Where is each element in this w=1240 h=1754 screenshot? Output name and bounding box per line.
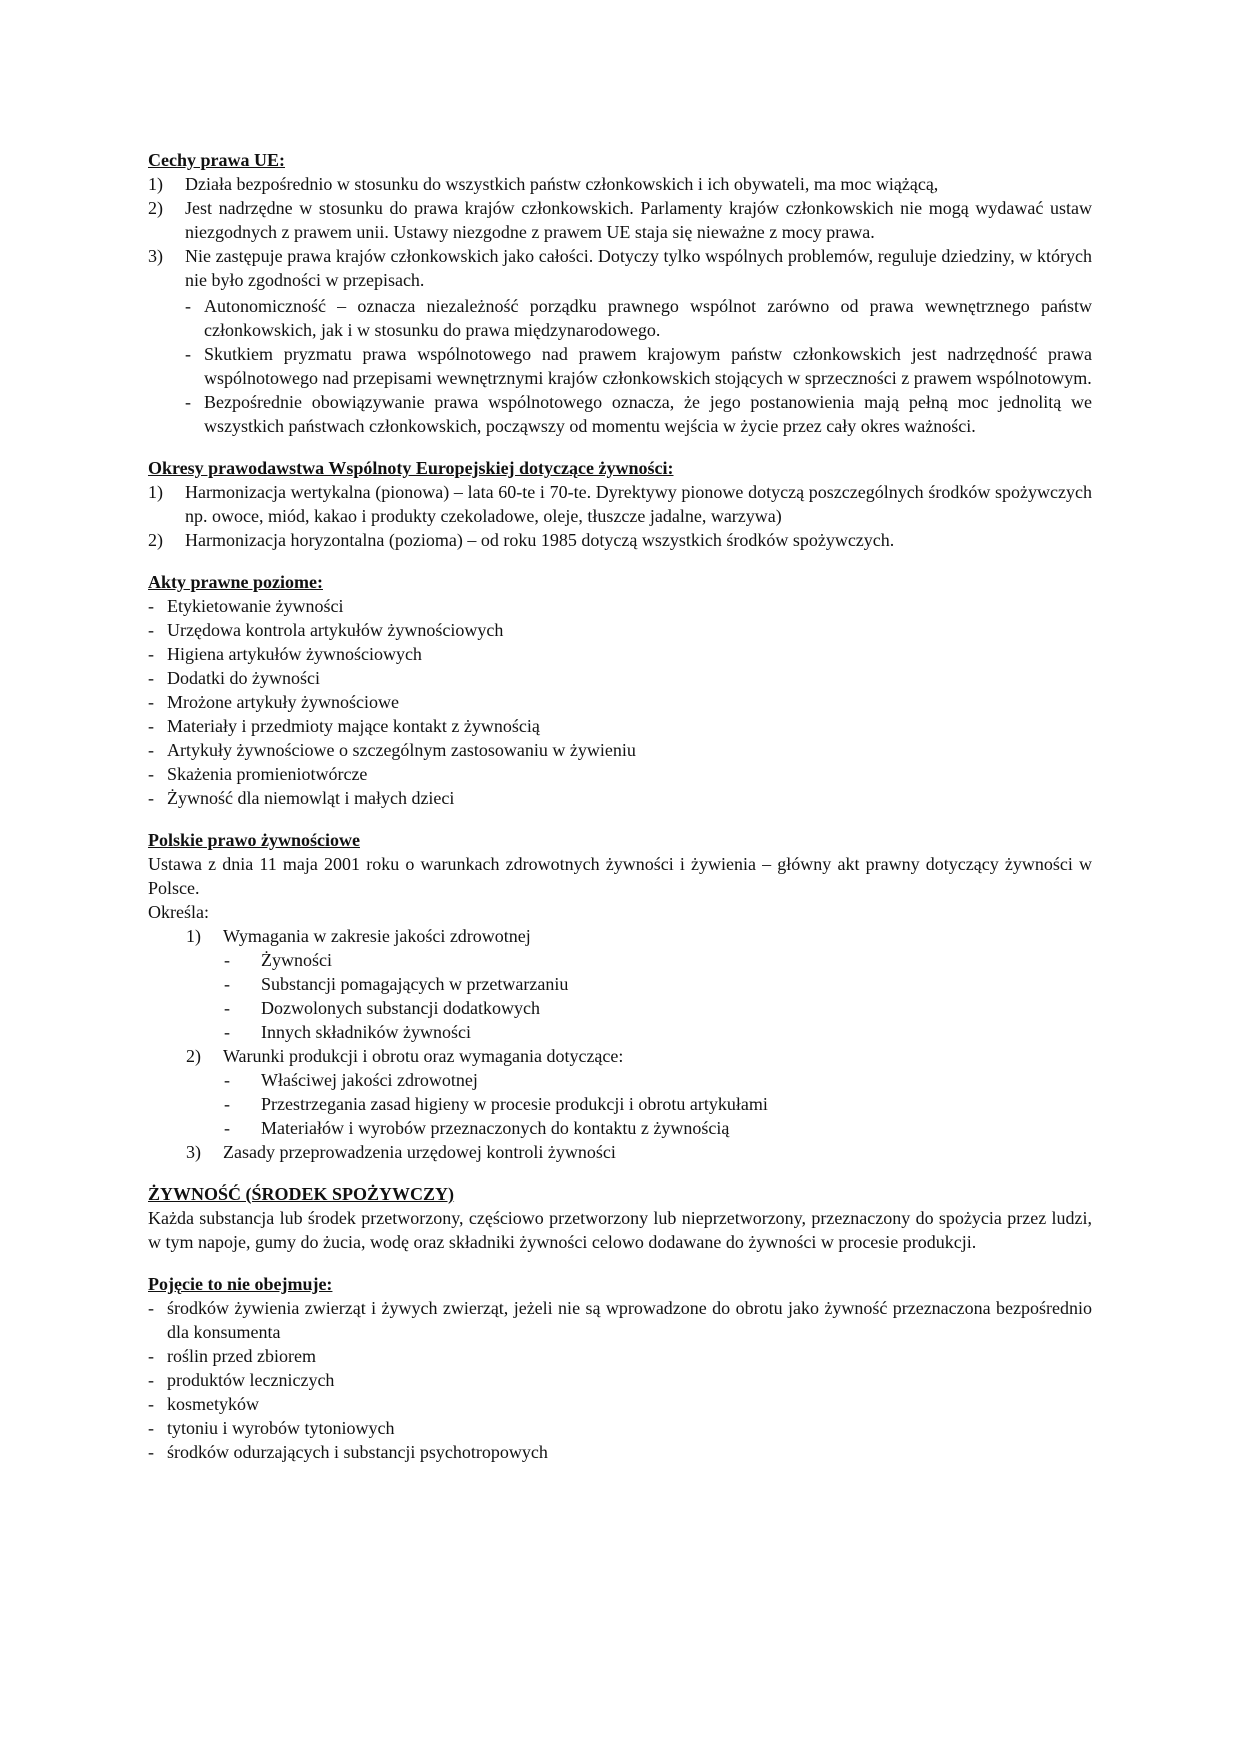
dash-list — [148, 1296, 1092, 1464]
intro-paragraph: Ustawa z dnia 11 maja 2001 roku o warunkach zdrowotnych żywności i żywienia – główny akt prawny dotyczący żywności w Polsce. — [148, 854, 1092, 898]
dash-list — [148, 1068, 1092, 1140]
defines-label: Określa: — [148, 902, 209, 922]
section-heading: Polskie prawo żywnościowe — [148, 830, 360, 850]
section-legislation-periods — [148, 456, 1092, 552]
list-item: - produktów leczniczych — [148, 1370, 335, 1390]
list-item: - Dodatki do żywności — [148, 668, 320, 688]
list-item: - Skażenia promieniotwórcze — [148, 764, 368, 784]
section-heading: ŻYWNOŚĆ (ŚRODEK SPOŻYWCZY) — [148, 1184, 455, 1204]
list-item: - Innych składników żywności — [224, 1022, 471, 1042]
list-item: - Materiałów i wyrobów przeznaczonych do kontaktu z żywnością — [224, 1118, 730, 1138]
list-item: - Żywność dla niemowląt i małych dzieci — [148, 788, 455, 808]
list-item: 1) Harmonizacja wertykalna (pionowa) – lata 60-te i 70-te. Dyrektywy pionowe dotyczą poszczególnych środków spożywczych np. owoce, miód, kakao i produkty czekoladowe, oleje, tłuszcze jadalne, warzywa) — [148, 482, 1092, 526]
numbered-list — [148, 172, 1092, 438]
section-polish-food-law — [148, 828, 1092, 1164]
section-exclusions — [148, 1272, 1092, 1464]
definition-paragraph: Każda substancja lub środek przetworzony, częściowo przetworzony lub nieprzetworzony, przeznaczony do spożycia przez ludzi, w tym napoje, gumy do żucia, wodę oraz składniki żywności celowo dodawane do żywności w procesie produkcji. — [148, 1208, 1092, 1252]
list-item: - Etykietowanie żywności — [148, 596, 344, 616]
list-item: 2) Jest nadrzędne w stosunku do prawa krajów członkowskich. Parlamenty krajów członkowskich nie mogą wydawać ustaw niezgodnych z prawem unii. Ustawy niezgodne z prawem UE staja się nieważne z mocy prawa. — [148, 198, 1092, 242]
list-item: - Artykuły żywnościowe o szczególnym zastosowaniu w żywieniu — [148, 740, 636, 760]
list-item: - środków odurzających i substancji psychotropowych — [148, 1442, 548, 1462]
section-horizontal-acts — [148, 570, 1092, 810]
list-item: - Materiały i przedmioty mające kontakt z żywnością — [148, 716, 540, 736]
numbered-list — [148, 480, 1092, 552]
document-content — [148, 148, 1092, 1464]
list-item: - środków żywienia zwierząt i żywych zwierząt, jeżeli nie są wprowadzone do obrotu jako żywność przeznaczona bezpośrednio dla konsumenta — [148, 1298, 1092, 1342]
list-item: - Właściwej jakości zdrowotnej — [224, 1070, 478, 1090]
list-item: - Skutkiem pryzmatu prawa wspólnotowego nad prawem krajowym państw członkowskich jest nadrzędność prawa wspólnotowego nad przepisami wewnętrznymi krajów członkowskich stojących w sprzeczności z prawem wspólnotowym. — [185, 344, 1092, 388]
list-item: 3) Nie zastępuje prawa krajów członkowskich jako całości. Dotyczy tylko wspólnych problemów, reguluje dziedziny, w których nie było zgodności w przepisach. - Autonomiczność – oznacza niezależność porządku prawnego wspólnot zarówno od prawa wewnętrznego państw członkowskich, jak i w stosunku do prawa międzynarodowego. - Skutkiem pryzmatu prawa wspólnotowego nad prawem krajowym państw członkowskich jest nadrzędność prawa wspólnotowego nad przepisami wewnętrznymi krajów członkowskich stojących w sprzeczności z prawem wspólnotowym. - Bezpośrednie obowiązywanie prawa wspólnotowego oznacza, że jego postanowienia mają pełną moc jednolitą we wszystkich państwach członkowskich, począwszy od momentu wejścia w życie przez cały okres ważności. — [148, 246, 1092, 436]
list-item: 3) Zasady przeprowadzenia urzędowej kontroli żywności — [186, 1142, 616, 1162]
list-item: 2) Warunki produkcji i obrotu oraz wymagania dotyczące: — [186, 1046, 624, 1066]
list-item: - kosmetyków — [148, 1394, 259, 1414]
numbered-list — [148, 924, 1092, 948]
section-heading: Okresy prawodawstwa Wspólnoty Europejskiej dotyczące żywności: — [148, 458, 674, 478]
dash-list — [148, 594, 1092, 810]
numbered-list — [148, 1140, 1092, 1164]
dash-list — [185, 294, 1092, 438]
list-item: - Żywności — [224, 950, 332, 970]
section-heading: Pojęcie to nie obejmuje: — [148, 1274, 333, 1294]
dash-list — [148, 948, 1092, 1044]
section-eu-law-features — [148, 148, 1092, 438]
section-food-definition — [148, 1182, 1092, 1254]
list-item: - Autonomiczność – oznacza niezależność porządku prawnego wspólnot zarówno od prawa wewnętrznego państw członkowskich, jak i w stosunku do prawa międzynarodowego. — [185, 296, 1092, 340]
list-item: 1) Wymagania w zakresie jakości zdrowotnej — [186, 926, 531, 946]
list-item: - Urzędowa kontrola artykułów żywnościowych — [148, 620, 504, 640]
list-item: - Bezpośrednie obowiązywanie prawa wspólnotowego oznacza, że jego postanowienia mają pełną moc jednolitą we wszystkich państwach członkowskich, począwszy od momentu wejścia w życie przez cały okres ważności. — [185, 392, 1092, 436]
list-item: - Mrożone artykuły żywnościowe — [148, 692, 399, 712]
numbered-list — [148, 1044, 1092, 1068]
list-item: 2) Harmonizacja horyzontalna (pozioma) – od roku 1985 dotyczą wszystkich środków spożywczych. — [148, 530, 895, 550]
list-item: - Higiena artykułów żywnościowych — [148, 644, 422, 664]
list-item: - Przestrzegania zasad higieny w procesie produkcji i obrotu artykułami — [224, 1094, 768, 1114]
section-heading: Akty prawne poziome: — [148, 572, 323, 592]
list-item: - tytoniu i wyrobów tytoniowych — [148, 1418, 395, 1438]
list-item: - Substancji pomagających w przetwarzaniu — [224, 974, 569, 994]
list-item: - roślin przed zbiorem — [148, 1346, 316, 1366]
list-item: 1) Działa bezpośrednio w stosunku do wszystkich państw członkowskich i ich obywateli, ma moc wiążącą, — [148, 174, 939, 194]
list-item: - Dozwolonych substancji dodatkowych — [224, 998, 540, 1018]
section-heading: Cechy prawa UE: — [148, 150, 285, 170]
